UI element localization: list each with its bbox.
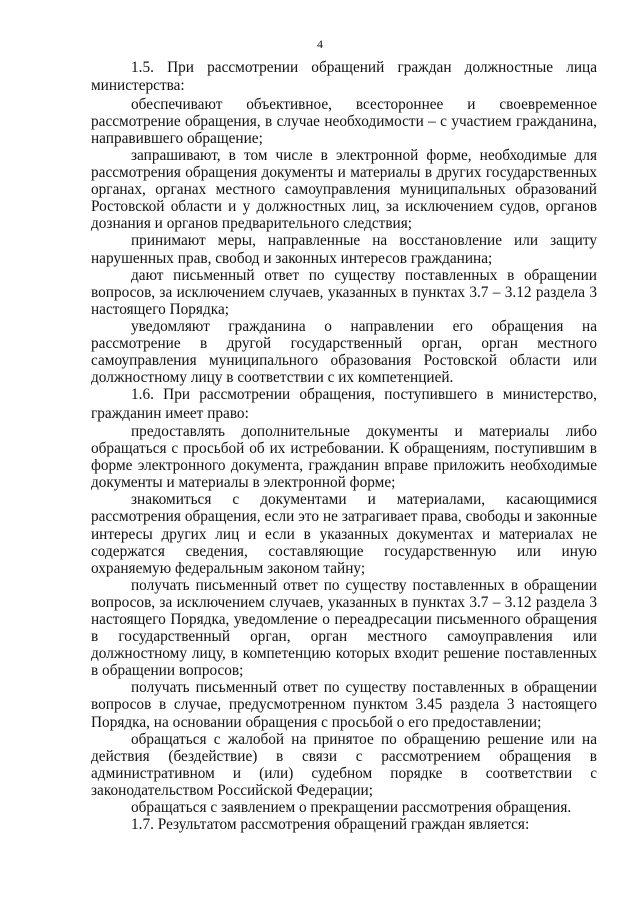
paragraph-measures: принимают меры, направленные на восстановление или защиту нарушенных прав, свобод и законных интересов гражданина; [91,232,597,267]
paragraph-answer: дают письменный ответ по существу поставленных в обращении вопросов, за исключением случаев, указанных в пунктах 3.7 – 3.12 раздела 3 настоящего Порядка; [91,266,597,318]
paragraph-1-5: 1.5. При рассмотрении обращений граждан должностные лица министерства: [91,59,597,95]
paragraph-notify: уведомляют гражданина о направлении его обращения на рассмотрение в другой государственный орган, орган местного самоуправления муниципального образования Ростовской области или должностному лицу в соответствии с их компетенцией. [91,317,597,387]
paragraph-1-7: 1.7. Результатом рассмотрения обращений граждан является: [131,816,530,834]
document-body [91,59,597,834]
paragraph-review-docs: знакомиться с документами и материалами, касающимися рассмотрения обращения, если это не затрагивает права, свободы и законные интересы других лиц и если в указанных документах и материалах не содержатся сведения, составляющие государственную или иную охраняемую федеральным законом тайну; [91,491,597,577]
paragraph-provide-docs: предоставлять дополнительные документы и материалы либо обращаться с просьбой об их истребовании. К обращениям, поступившим в форме электронного документа, гражданин вправе приложить необходимые документы и материалы в электронной форме; [91,422,597,492]
paragraph-get-answer: получать письменный ответ по существу поставленных в обращении вопросов, за исключением случаев, указанных в пунктах 3.7 – 3.12 раздела 3 настоящего Порядка, уведомление о переадресации письменного обращения в государственный орган, орган местного самоуправления или должностному лицу, в компетенцию которых входит решение поставленных в обращении вопросов; [91,576,597,680]
paragraph-get-answer-3-45: получать письменный ответ по существу поставленных в обращении вопросов в случае, предусмотренном пунктом 3.45 раздела 3 настоящего Порядка, на основании обращения с просьбой о его предоставлении; [91,679,597,731]
paragraph-complaint: обращаться с жалобой на принятое по обращению решение или на действия (бездействие) в связи с рассмотрением обращения в административном и (или) судебном порядке в соответствии с законодательством Российской Федерации; [91,730,597,799]
paragraph-1-6: 1.6. При рассмотрении обращения, поступившего в министерство, гражданин имеет право: [91,386,597,422]
page-number: 4 [317,37,323,51]
paragraph-ensure: обеспечивают объективное, всестороннее и своевременное рассмотрение обращения, в случае необходимости – с участием гражданина, направившего обращение; [91,95,597,147]
paragraph-termination: обращаться с заявлением о прекращении рассмотрения обращения. [131,799,572,817]
paragraph-request: запрашивают, в том числе в электронной форме, необходимые для рассмотрения обращения документы и материалы в других государственных органах, органах местного самоуправления муниципальных образований Ростовской области и у должностных лиц, за исключением судов, органов дознания и органов предварительного следствия; [91,146,597,233]
